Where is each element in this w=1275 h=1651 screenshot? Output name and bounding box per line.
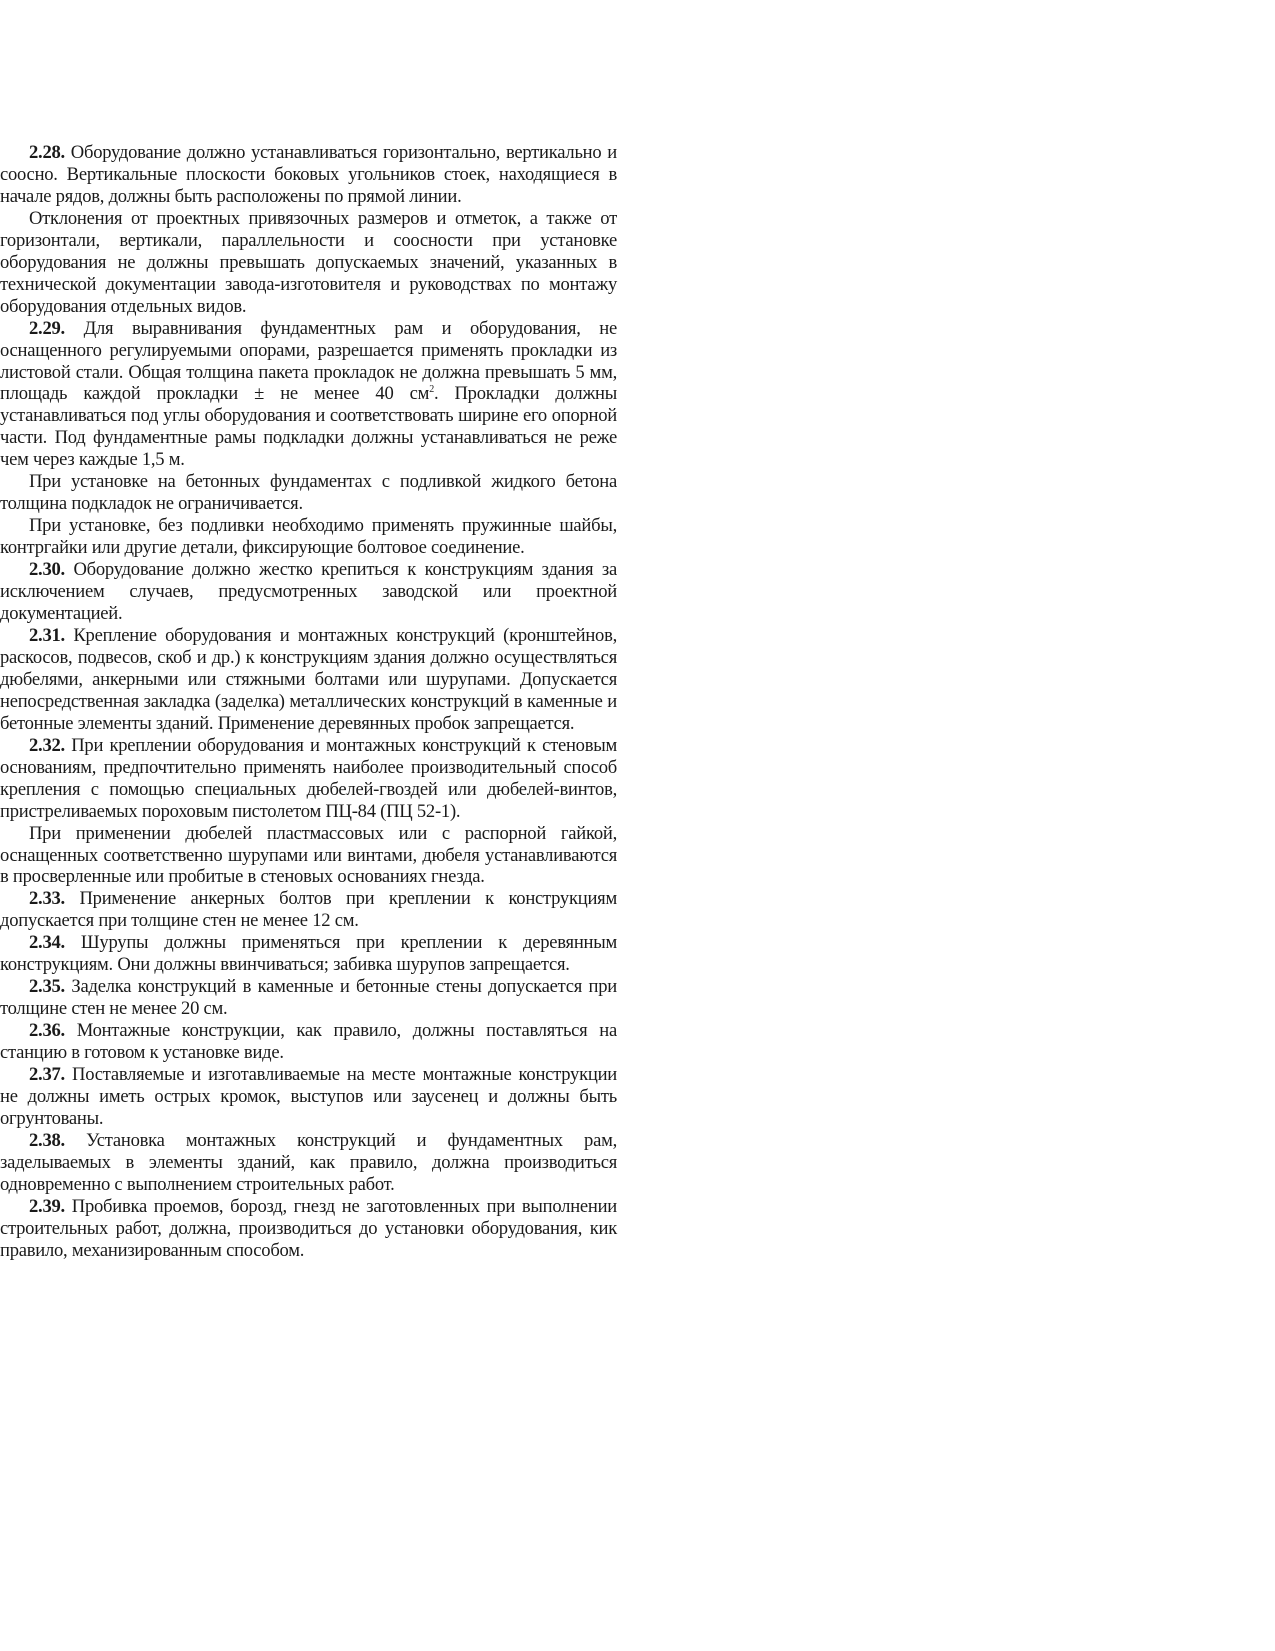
paragraph <box>0 559 617 625</box>
clause-number: 2.34. <box>29 932 65 954</box>
paragraph <box>0 735 617 823</box>
paragraph <box>0 142 617 208</box>
paragraph <box>0 932 617 976</box>
paragraph <box>0 625 617 735</box>
clause-number: 2.31. <box>29 624 65 646</box>
paragraph-text-continued: . Прокладки должны устанавливаться под углы оборудования и соответствовать ширине его опорной части. Под фундаментные рамы подкладки должны устанавливаться не реже чем через каждые 1,5 м. <box>0 383 617 471</box>
paragraph-text: Шурупы должны применяться при креплении к деревянным конструкциям. Они должны ввинчиваться; забивка шурупов запрещается. <box>0 932 617 976</box>
document-body <box>0 142 617 1262</box>
paragraph <box>0 1020 617 1064</box>
clause-number: 2.33. <box>29 888 65 910</box>
clause-number: 2.29. <box>29 317 65 339</box>
paragraph-text: Заделка конструкций в каменные и бетонные стены допускается при толщине стен не менее 20 см. <box>0 976 617 1020</box>
paragraph <box>0 976 617 1020</box>
clause-number: 2.35. <box>29 976 65 998</box>
paragraph-text: При креплении оборудования и монтажных конструкций к стеновым основаниям, предпочтительно применять наиболее производительный способ крепления с помощью специальных дюбелей-гвоздей или дюбелей-винтов, пристреливаемых пороховым пистолетом ПЦ-84 (ПЦ 52-1). <box>0 734 617 822</box>
paragraph-text: Установка монтажных конструкций и фундаментных рам, заделываемых в элементы зданий, как правило, должна производиться одновременно с выполнением строительных работ. <box>0 1129 617 1195</box>
paragraph <box>0 1196 617 1262</box>
clause-number: 2.30. <box>29 559 65 581</box>
clause-number: 2.37. <box>29 1064 65 1086</box>
paragraph-text: Поставляемые и изготавливаемые на месте монтажные конструкции не должны иметь острых кромок, выступов или заусенец и должны быть огрунтованы. <box>0 1064 617 1129</box>
clause-number: 2.28. <box>29 142 65 163</box>
clause-number: 2.32. <box>29 734 65 756</box>
paragraph-text: При применении дюбелей пластмассовых или с распорной гайкой, оснащенных соответственно шурупами или винтами, дюбеля устанавливаются в просверленные или пробитые в стеновых основаниях гнезда. <box>0 822 617 888</box>
paragraph <box>0 471 617 515</box>
paragraph <box>0 1064 617 1130</box>
paragraph <box>0 318 617 472</box>
paragraph <box>0 515 617 559</box>
paragraph <box>0 888 617 932</box>
paragraph-text: Оборудование должно жестко крепиться к конструкциям здания за исключением случаев, предусмотренных заводской или проектной документацией. <box>0 559 617 625</box>
paragraph-text: Оборудование должно устанавливаться горизонтально, вертикально и соосно. Вертикальные плоскости боковых угольников стоек, находящиеся в начале рядов, должны быть расположены по прямой линии. <box>0 142 617 207</box>
clause-number: 2.36. <box>29 1020 65 1042</box>
paragraph-text: При установке на бетонных фундаментах с подливкой жидкого бетона толщина подкладок не ограничивается. <box>0 471 617 515</box>
paragraph <box>0 823 617 889</box>
paragraph <box>0 208 617 318</box>
clause-number: 2.39. <box>29 1195 65 1217</box>
paragraph-text: При установке, без подливки необходимо применять пружинные шайбы, контргайки или другие детали, фиксирующие болтовое соединение. <box>0 515 617 559</box>
paragraph <box>0 1130 617 1196</box>
clause-number: 2.38. <box>29 1129 65 1151</box>
paragraph-text: Крепление оборудования и монтажных конструкций (кронштейнов, раскосов, подвесов, скоб и др.) к конструкциям здания должно осуществляться дюбелями, анкерными или стяжными болтами или шурупами. Допускается непосредственная закладка (заделка) металлических конструкций в каменные и бетонные элементы зданий. Применение деревянных пробок запрещается. <box>0 624 617 734</box>
paragraph-text: Монтажные конструкции, как правило, должны поставляться на станцию в готовом к установке виде. <box>0 1020 617 1064</box>
paragraph-text: Для выравнивания фундаментных рам и оборудования, не оснащенного регулируемыми опорами, разрешается применять прокладки из листовой стали. Общая толщина пакета прокладок не должна превышать 5 мм, площадь каждой прокладки ± не менее 40 см <box>0 317 617 405</box>
superscript: 2 <box>429 384 434 396</box>
paragraph-text: Отклонения от проектных привязочных размеров и отметок, а также от горизонтали, вертикали, параллельности и соосности при установке оборудования не должны превышать допускаемых значений, указанных в технической документации завода-изготовителя и руководствах по монтажу оборудования отдельных видов. <box>0 207 617 317</box>
paragraph-text: Пробивка проемов, борозд, гнезд не заготовленных при выполнении строительных работ, должна, производиться до установки оборудования, кик правило, механизированным способом. <box>0 1195 617 1261</box>
paragraph-text: Применение анкерных болтов при креплении к конструкциям допускается при толщине стен не менее 12 см. <box>0 888 617 932</box>
